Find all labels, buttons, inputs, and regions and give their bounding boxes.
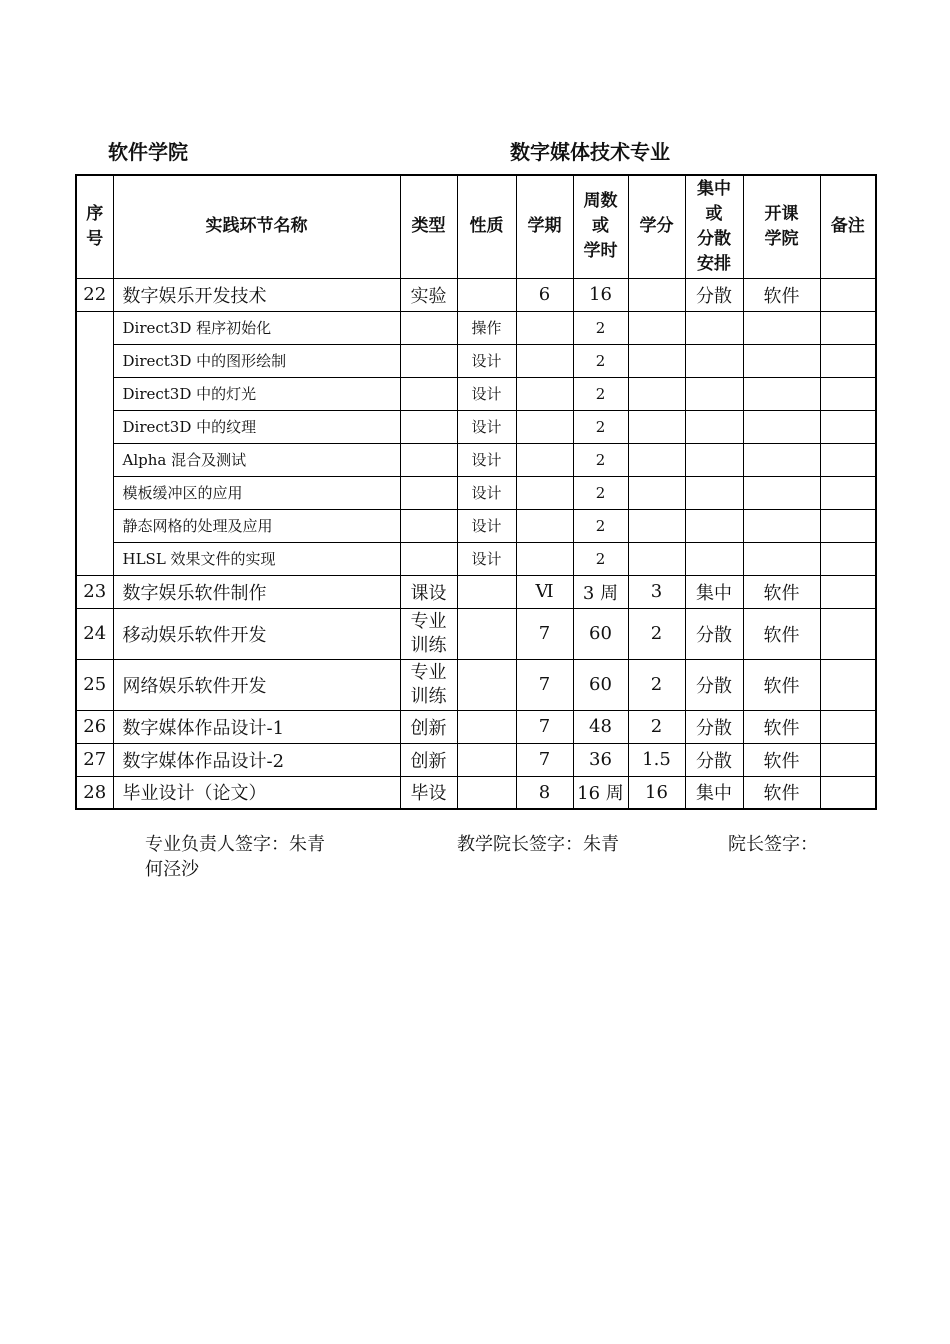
row-term: 7 bbox=[516, 710, 573, 743]
sub-name: Direct3D 中的灯光 bbox=[113, 377, 400, 410]
row-college: 软件 bbox=[743, 776, 820, 809]
row-arrange: 分散 bbox=[685, 743, 743, 776]
teaching-dean-signature: 教学院长签字：朱青 bbox=[457, 834, 619, 855]
row-college: 软件 bbox=[743, 659, 820, 710]
sub-name: Direct3D 程序初始化 bbox=[113, 311, 400, 344]
row-type: 课设 bbox=[400, 575, 457, 608]
sub-row bbox=[76, 311, 876, 344]
col-nature: 性质 bbox=[457, 175, 516, 278]
sub-name: Direct3D 中的图形绘制 bbox=[113, 344, 400, 377]
row-seq: 23 bbox=[76, 575, 113, 608]
row-weeks: 48 bbox=[573, 710, 628, 743]
row-college: 软件 bbox=[743, 575, 820, 608]
row-name: 网络娱乐软件开发 bbox=[113, 659, 400, 710]
sub-name: Direct3D 中的纹理 bbox=[113, 410, 400, 443]
row-note bbox=[820, 659, 876, 710]
row-type: 专业 训练 bbox=[400, 608, 457, 659]
major-head-signature bbox=[145, 832, 325, 882]
sub-nature: 设计 bbox=[457, 542, 516, 575]
row-term: 8 bbox=[516, 776, 573, 809]
row-seq: 22 bbox=[76, 278, 113, 311]
row-weeks: 16 bbox=[573, 278, 628, 311]
sub-row bbox=[76, 410, 876, 443]
row-note bbox=[820, 608, 876, 659]
row-note bbox=[820, 278, 876, 311]
school-name: 软件学院 bbox=[108, 140, 188, 164]
sub-row bbox=[76, 443, 876, 476]
row-weeks: 16 周 bbox=[573, 776, 628, 809]
sub-weeks: 2 bbox=[573, 410, 628, 443]
row-nature bbox=[457, 575, 516, 608]
row-seq: 28 bbox=[76, 776, 113, 809]
sub-weeks: 2 bbox=[573, 476, 628, 509]
row-weeks: 36 bbox=[573, 743, 628, 776]
row-name: 数字媒体作品设计-1 bbox=[113, 710, 400, 743]
major-head-signature-cont: 何泾沙 bbox=[145, 859, 199, 880]
major-head-signature-label: 专业负责人签字：朱青 bbox=[145, 834, 325, 855]
row-college: 软件 bbox=[743, 710, 820, 743]
sub-seq-blank bbox=[76, 311, 113, 575]
row-name: 数字娱乐软件制作 bbox=[113, 575, 400, 608]
row-type: 专业 训练 bbox=[400, 659, 457, 710]
sub-nature: 设计 bbox=[457, 377, 516, 410]
row-credit: 1.5 bbox=[628, 743, 685, 776]
row-credit: 2 bbox=[628, 608, 685, 659]
table-row bbox=[76, 743, 876, 776]
sub-row bbox=[76, 344, 876, 377]
row-college: 软件 bbox=[743, 743, 820, 776]
row-term: Ⅵ bbox=[516, 575, 573, 608]
col-name: 实践环节名称 bbox=[113, 175, 400, 278]
row-note bbox=[820, 743, 876, 776]
dean-signature: 院长签字： bbox=[728, 834, 818, 855]
row-arrange: 分散 bbox=[685, 608, 743, 659]
row-term: 7 bbox=[516, 659, 573, 710]
row-nature bbox=[457, 278, 516, 311]
row-name: 毕业设计（论文） bbox=[113, 776, 400, 809]
row-arrange: 分散 bbox=[685, 659, 743, 710]
row-type: 实验 bbox=[400, 278, 457, 311]
col-note: 备注 bbox=[820, 175, 876, 278]
sub-name: 模板缓冲区的应用 bbox=[113, 476, 400, 509]
row-term: 7 bbox=[516, 743, 573, 776]
col-college: 开课 学院 bbox=[743, 175, 820, 278]
row-seq: 25 bbox=[76, 659, 113, 710]
row-credit: 2 bbox=[628, 659, 685, 710]
row-weeks: 60 bbox=[573, 659, 628, 710]
sub-weeks: 2 bbox=[573, 542, 628, 575]
major-name: 数字媒体技术专业 bbox=[510, 140, 670, 164]
row-name: 移动娱乐软件开发 bbox=[113, 608, 400, 659]
table-header-row bbox=[76, 175, 876, 278]
sub-nature: 设计 bbox=[457, 443, 516, 476]
sub-name: Alpha 混合及测试 bbox=[113, 443, 400, 476]
row-type: 创新 bbox=[400, 710, 457, 743]
row-name: 数字媒体作品设计-2 bbox=[113, 743, 400, 776]
row-term: 6 bbox=[516, 278, 573, 311]
row-note bbox=[820, 710, 876, 743]
row-nature bbox=[457, 776, 516, 809]
row-type: 创新 bbox=[400, 743, 457, 776]
sub-nature: 操作 bbox=[457, 311, 516, 344]
row-credit: 2 bbox=[628, 710, 685, 743]
sub-weeks: 2 bbox=[573, 377, 628, 410]
practice-table bbox=[75, 174, 877, 810]
row-arrange: 集中 bbox=[685, 776, 743, 809]
sub-name: HLSL 效果文件的实现 bbox=[113, 542, 400, 575]
col-term: 学期 bbox=[516, 175, 573, 278]
sub-nature: 设计 bbox=[457, 509, 516, 542]
table-row bbox=[76, 776, 876, 809]
sub-weeks: 2 bbox=[573, 311, 628, 344]
col-seq: 序 号 bbox=[76, 175, 113, 278]
row-name: 数字娱乐开发技术 bbox=[113, 278, 400, 311]
row-term: 7 bbox=[516, 608, 573, 659]
sub-nature: 设计 bbox=[457, 344, 516, 377]
sub-nature: 设计 bbox=[457, 476, 516, 509]
table-row bbox=[76, 608, 876, 659]
row-nature bbox=[457, 710, 516, 743]
sub-row bbox=[76, 509, 876, 542]
row-credit bbox=[628, 278, 685, 311]
col-weeks: 周数 或 学时 bbox=[573, 175, 628, 278]
sub-name: 静态网格的处理及应用 bbox=[113, 509, 400, 542]
sub-nature: 设计 bbox=[457, 410, 516, 443]
row-college: 软件 bbox=[743, 278, 820, 311]
table-row bbox=[76, 278, 876, 311]
row-seq: 27 bbox=[76, 743, 113, 776]
row-seq: 24 bbox=[76, 608, 113, 659]
row-arrange: 分散 bbox=[685, 278, 743, 311]
sub-row bbox=[76, 377, 876, 410]
col-arrange: 集中 或 分散 安排 bbox=[685, 175, 743, 278]
col-type: 类型 bbox=[400, 175, 457, 278]
sub-weeks: 2 bbox=[573, 443, 628, 476]
row-college: 软件 bbox=[743, 608, 820, 659]
table-row bbox=[76, 659, 876, 710]
row-weeks: 3 周 bbox=[573, 575, 628, 608]
table-row bbox=[76, 710, 876, 743]
sub-weeks: 2 bbox=[573, 509, 628, 542]
row-weeks: 60 bbox=[573, 608, 628, 659]
row-note bbox=[820, 776, 876, 809]
row-seq: 26 bbox=[76, 710, 113, 743]
row-note bbox=[820, 575, 876, 608]
row-type: 毕设 bbox=[400, 776, 457, 809]
row-credit: 16 bbox=[628, 776, 685, 809]
table-row bbox=[76, 575, 876, 608]
row-arrange: 分散 bbox=[685, 710, 743, 743]
row-nature bbox=[457, 659, 516, 710]
row-arrange: 集中 bbox=[685, 575, 743, 608]
row-nature bbox=[457, 743, 516, 776]
sub-row bbox=[76, 542, 876, 575]
col-credit: 学分 bbox=[628, 175, 685, 278]
sub-row bbox=[76, 476, 876, 509]
sub-weeks: 2 bbox=[573, 344, 628, 377]
row-nature bbox=[457, 608, 516, 659]
row-credit: 3 bbox=[628, 575, 685, 608]
